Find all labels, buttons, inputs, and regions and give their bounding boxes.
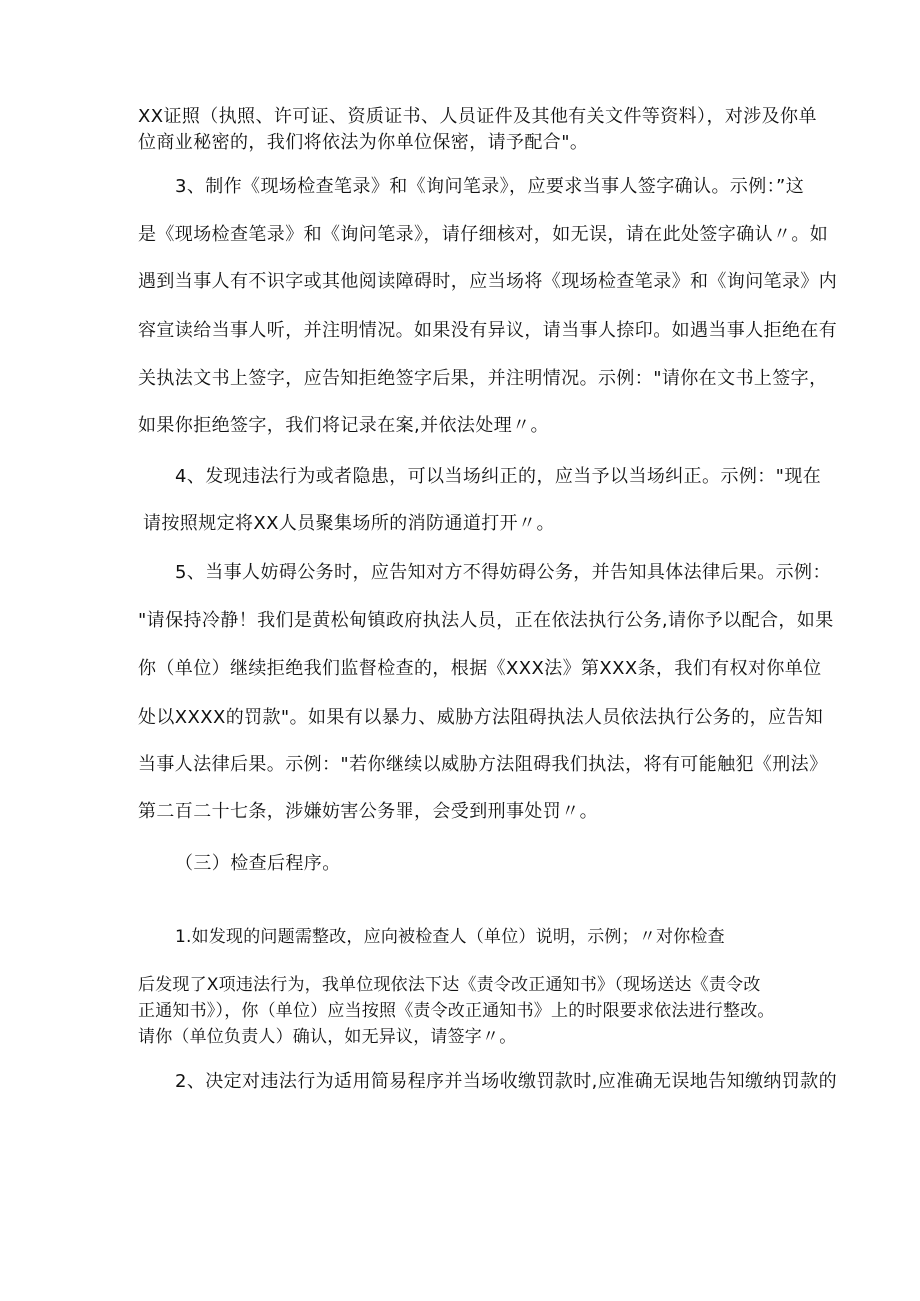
paragraph-2-line-5: 关执法文书上签字，应告知拒绝签字后果，并注明情况。示例："请你在文书上签字， [138,368,828,389]
paragraph-2-line-1: 3、制作《现场检查笔录》和《询问笔录》，应要求当事人签字确认。示例：”这 [175,176,805,197]
paragraph-3-line-2: 请按照规定将XX人员聚集场所的消防通道打开〃。 [143,513,555,534]
paragraph-2-line-6: 如果你拒绝签字，我们将记录在案,并依法处理〃。 [138,415,549,436]
paragraph-5-line-2: 后发现了X项违法行为，我单位现依法下达《责令改正通知书》（现场送达《责令改 [138,975,761,995]
paragraph-2-line-2: 是《现场检查笔录》和《询问笔录》，请仔细核对，如无误，请在此处签字确认〃。如 [138,224,829,245]
paragraph-4-line-6: 第二百二十七条，涉嫌妨害公务罪，会受到刑事处罚〃。 [138,801,598,822]
paragraph-4-line-4: 处以XXXX的罚款"。如果有以暴力、威胁方法阻碍执法人员依法执行公务的，应告知 [138,707,824,728]
paragraph-5-line-1: 1.如发现的问题需整改，应向被检查人（单位）说明，示例；〃对你检查 [175,927,725,947]
paragraph-5-line-3: 正通知书》），你（单位）应当按照《责令改正通知书》上的时限要求依法进行整改。 [138,1001,775,1021]
paragraph-1-line-2: 位商业秘密的，我们将依法为你单位保密，请予配合"。 [138,132,589,153]
paragraph-1-line-1: XX证照（执照、许可证、资质证书、人员证件及其他有关文件等资料），对涉及你单 [138,106,817,127]
paragraph-4-line-3: 你（单位）继续拒绝我们监督检查的，根据《XXX法》第XXX条，我们有权对你单位 [138,658,822,679]
paragraph-2-line-4: 容宣读给当事人听，并注明情况。如果没有异议，请当事人捺印。如遇当事人拒绝在有 [138,320,838,341]
section-heading: （三）检查后程序。 [175,853,341,874]
paragraph-6-line-1: 2、决定对违法行为适用简易程序并当场收缴罚款时,应准确无误地告知缴纳罚款的 [175,1071,837,1092]
paragraph-4-line-5: 当事人法律后果。示例："若你继续以威胁方法阻碍我们执法，将有可能触犯《刑法》 [138,754,828,775]
paragraph-4-line-1: 5、当事人妨碍公务时，应告知对方不得妨碍公务，并告知具体法律后果。示例： [175,562,831,583]
paragraph-4-line-2: "请保持冷静！我们是黄松甸镇政府执法人员，正在依法执行公务,请你予以配合，如果 [138,610,834,631]
paragraph-2-line-3: 遇到当事人有不识字或其他阅读障碍时，应当场将《现场检查笔录》和《询问笔录》内 [138,271,838,292]
paragraph-5-line-4: 请你（单位负责人）确认，如无异议，请签字〃。 [138,1027,517,1047]
paragraph-3-line-1: 4、发现违法行为或者隐患，可以当场纠正的，应当予以当场纠正。示例："现在 [175,466,822,487]
